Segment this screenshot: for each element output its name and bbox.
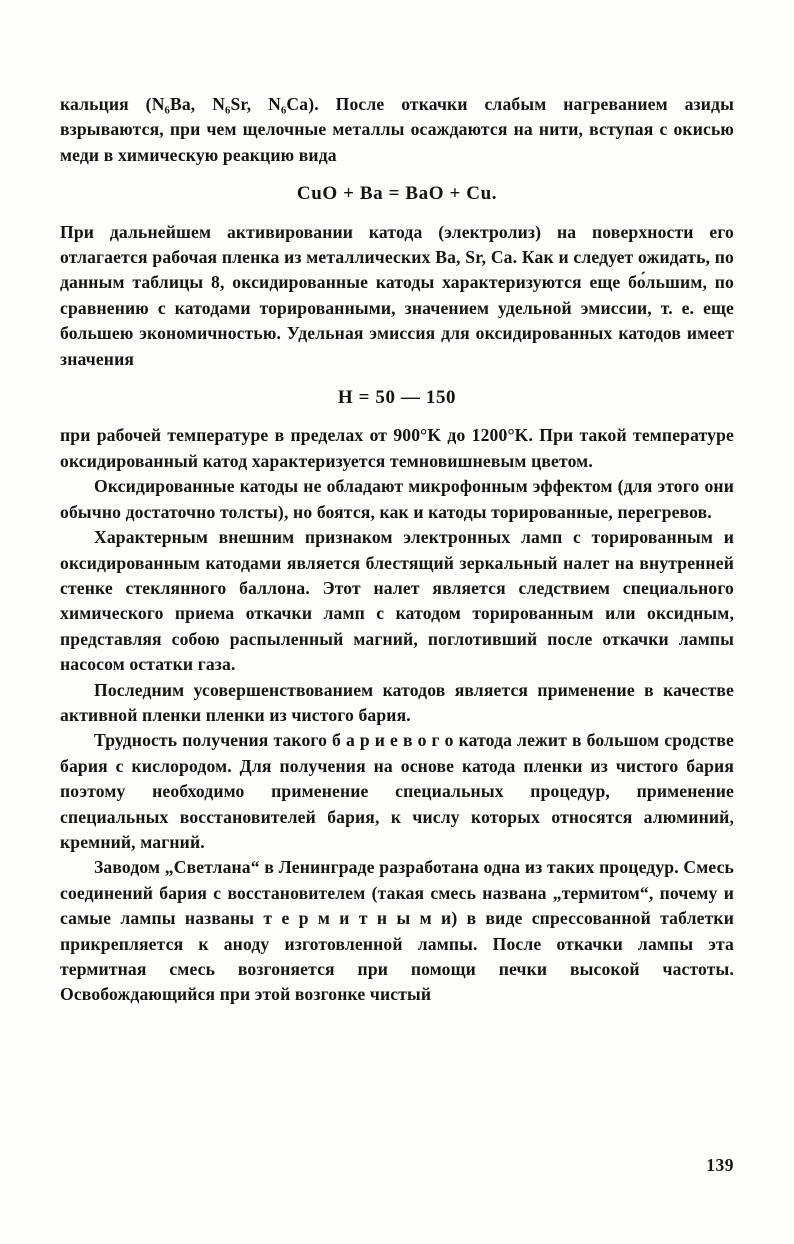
paragraph-6: Последним усовершенствованием катодов является применение в качестве активной пленки пленки из чистого бария. [60,679,734,725]
page-number: 139 [706,1155,734,1175]
paragraph-4: Оксидированные катоды не обладают микрофонным эффектом (для этого они обычно достаточно толсты), но боятся, как и катоды торированные, перегревов. [60,476,734,522]
formula-h-range: H = 50 — 150 [337,387,457,409]
page-content [60,92,734,1008]
paragraph-7: Трудность получения такого б а р и е в о г о катода лежит в большом сродстве бария с кислородом. Для получения на основе катода пленки из чистого бария поэтому необходимо применение специальных процедур, применение специальных восстановителей бария, к числу которых относятся алюминий, кремний, магний. [60,730,734,852]
paragraph-3: при рабочей температуре в пределах от 900°K до 1200°K. При такой температуре оксидированный катод характеризуется темновишневым цветом. [60,425,734,471]
paragraph-5: Характерным внешним признаком электронных ламп с торированным и оксидированным катодами является блестящий зеркальный налет на внутренней стенке стеклянного баллона. Этот налет является следствием специального химического приема откачки ламп с катодом торированным или оксидным, представляя собою распыленный магний, поглотивший после откачки лампы насосом остатки газа. [60,527,734,675]
paragraph-8: Заводом „Светлана“ в Ленинграде разработана одна из таких процедур. Смесь соединений бария с восстановителем (такая смесь названа „термитом“, почему и самые лампы названы т е р м и т н ы м и) в виде спрессованной таблетки прикрепляется к аноду изготовленной лампы. После откачки лампы эта термитная смесь возгоняется при помощи печки высокой частоты. Освобождающийся при этой возгонке чистый [60,857,734,1005]
formula-cuo-ba: CuO + Ba = BaO + Cu. [296,183,498,205]
paragraph-1: кальция (N₆Ba, N₆Sr, N₆Ca). После откачки слабым нагреванием азиды взрываются, при чем щелочные металлы осаждаются на нити, вступая с окисью меди в химическую реакцию вида [60,94,734,165]
paragraph-2: При дальнейшем активировании катода (электролиз) на поверхности его отлагается рабочая пленка из металлических Ba, Sr, Ca. Как и следует ожидать, по данным таблицы 8, оксидированные катоды характеризуются еще бо́льшим, по сравнению с катодами торированными, значением удельной эмиссии, т. е. еще большею экономичностью. Удельная эмиссия для оксидированных катодов имеет значения [60,221,734,369]
